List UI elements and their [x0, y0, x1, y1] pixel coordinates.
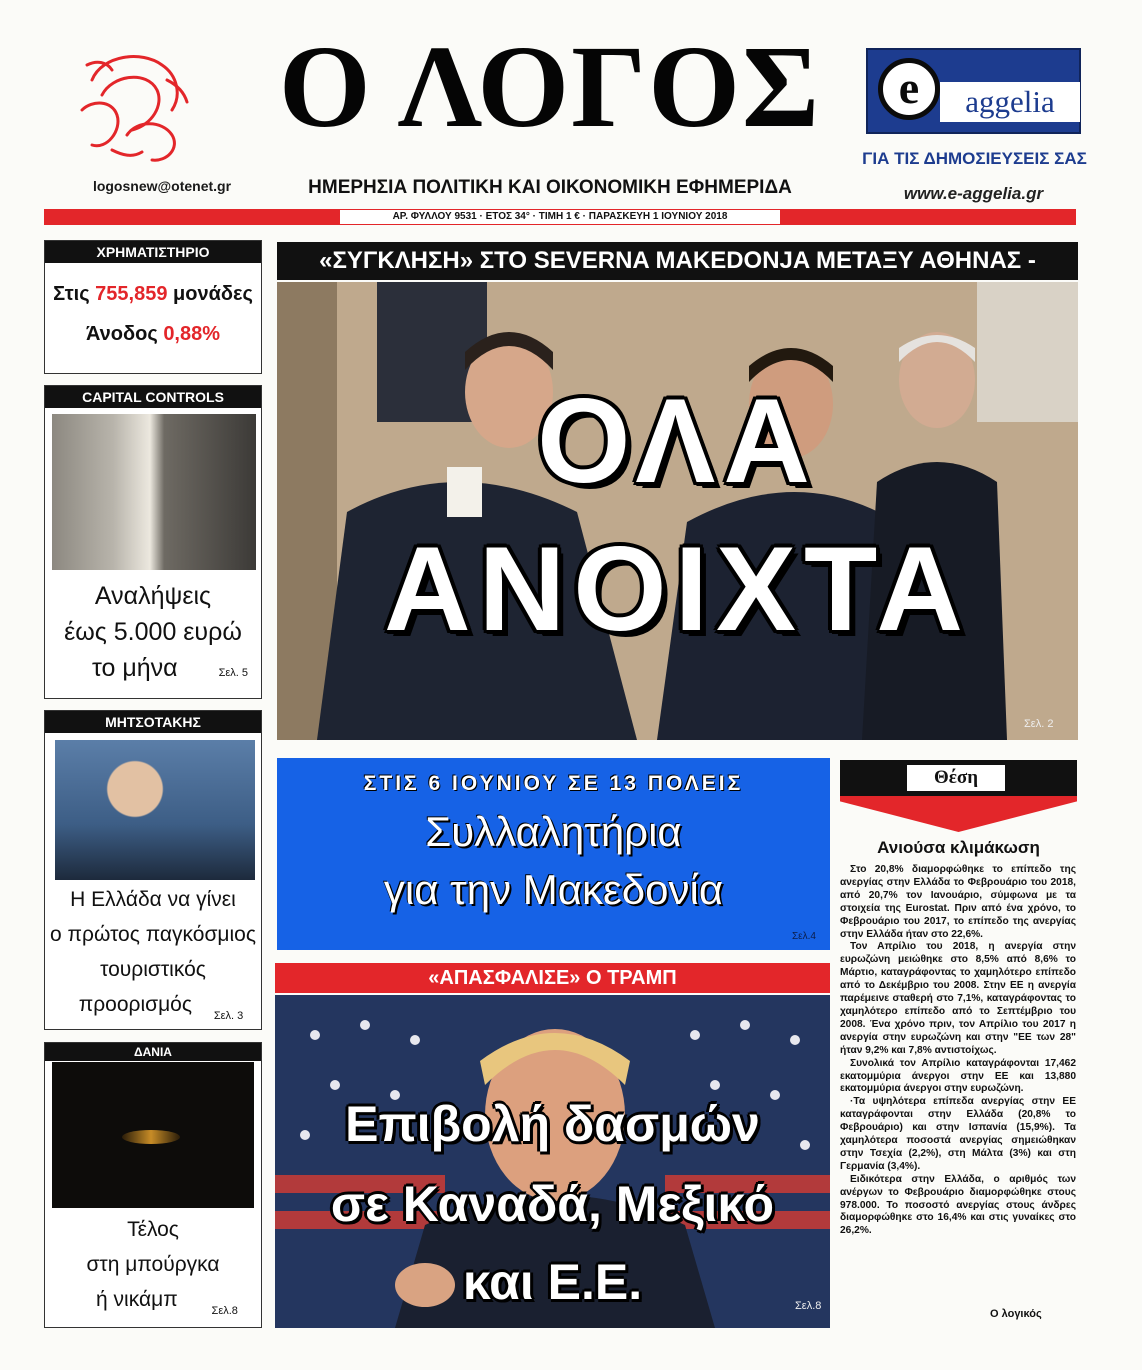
contact-email[interactable]: logosnew@otenet.gr [92, 178, 232, 194]
mitsotakis-header: ΜΗΤΣΟΤΑΚΗΣ [45, 711, 261, 733]
rally-headline-line-2: για την Μακεδονία [383, 866, 724, 913]
stock-index-line [44, 283, 262, 306]
lead-photo-figures [277, 282, 1078, 740]
stock-change-prefix: Άνοδος [85, 323, 158, 345]
headline-line: Αναλήψεις [94, 582, 212, 610]
ad-logo-letter: e [878, 58, 940, 120]
thesi-paragraph: Ειδικότερα στην Ελλάδα, ο αριθμός των ανέργων το Φεβρουάριο διαμορφώθηκε στους 978.000. Το ποσοστό ανεργίας στους άνδρες διαμορφώθηκε στο 16,4% και στις γυναίκες στο 26,2%. [840, 1173, 1076, 1237]
thesi-label: Θέση [906, 764, 1006, 792]
thesi-red-chevron [840, 796, 1077, 832]
headline-line: τουριστικός [100, 958, 206, 981]
rally-headline-line-1: Συλλαλητήρια [425, 808, 682, 855]
stock-prefix: Στις [53, 283, 90, 305]
stock-suffix: μονάδες [173, 283, 253, 305]
lead-page-ref: Σελ. 2 [1024, 718, 1054, 730]
page-ref: Σελ. 3 [213, 1010, 244, 1022]
headline-line-text: προορισμός [78, 993, 192, 1016]
dania-headline [44, 1212, 262, 1321]
trump-page-ref: Σελ.8 [795, 1300, 822, 1312]
headline-line: Τέλος [127, 1218, 179, 1241]
stock-header: ΧΡΗΜΑΤΙΣΤΗΡΙΟ [45, 241, 261, 263]
headline-line: έως 5.000 ευρώ [64, 618, 242, 646]
headline-line [44, 1282, 262, 1321]
lead-kicker[interactable]: «ΣΥΓΚΛΗΣΗ» ΣΤΟ SEVERNA MAKEDONJA ΜΕΤΑΞΥ ΑΘΗΝΑΣ - [277, 242, 1078, 280]
thesi-paragraph: ·Τα υψηλότερα επίπεδα ανεργίας στην ΕΕ καταγράφονται στην Ελλάδα (20,8% το Φεβρουάριο) και στην Ισπανία (15,9%). Τα χαμηλότερα ποσοστά ανεργίας σημειώθηκαν στην Τσεχία (2,2%), στη Μάλτα (3%) και στη Γερμανία (3,4%). [840, 1096, 1076, 1172]
stock-box [44, 240, 262, 374]
ad-logo-word: aggelia [940, 82, 1080, 122]
lead-headline-line-2: ΑΝΟΙΧΤΑ [383, 522, 972, 656]
niqab-eye-slit [122, 1130, 180, 1144]
stock-change-value: 0,88% [163, 323, 221, 345]
stock-change-line [44, 323, 262, 346]
mitsotakis-headline [44, 882, 262, 1026]
thesi-paragraph: Τον Απρίλιο του 2018, η ανεργία στην ευρωζώνη μειώθηκε στο 8,5% από 8,6% το Μάρτιο, καταγράφοντας το χαμηλότερο επίπεδο από το Δεκέμβριο του 2008. Στην ΕΕ η ανεργία παρέμεινε σταθερή στο 7,1%, καταγράφοντας το χαμηλότερο επίπεδο από το Σεπτέμβριο του 2008. Ένα χρόνο πριν, τον Απρίλιο του 2017 η ανεργία στην ευρωζώνη και στην "ΕΕ των 28" ήταν 9,2% και 7,8% αντιστοίχως. [840, 941, 1076, 1056]
dania-header: ΔΑΝΙΑ [45, 1043, 261, 1061]
trump-headline-line-1: Επιβολή δασμών [345, 1096, 760, 1152]
thesi-paragraph: Συνολικά τον Απρίλιο καταγράφονται 17,462 εκατομμύρια άνεργοι στην ΕΕ και 13,880 εκατομμύρια άνεργοι στην ευρωζώνη. [840, 1057, 1076, 1095]
stock-value: 755,859 [95, 283, 168, 305]
trump-headline-line-3: και Ε.Ε. [462, 1254, 643, 1310]
rally-page-ref: Σελ.4 [792, 931, 816, 942]
ad-tagline: ΓΙΑ ΤΙΣ ΔΗΜΟΣΙΕΥΣΕΙΣ ΣΑΣ [862, 149, 1087, 168]
newspaper-title: Ο ΛΟΓΟΣ [278, 21, 822, 152]
ad-url[interactable]: www.e-aggelia.gr [903, 184, 1044, 203]
thesi-body [840, 864, 1076, 1238]
thesi-signature: Ο λογικός [990, 1308, 1042, 1320]
capital-controls-header: CAPITAL CONTROLS [45, 386, 261, 408]
page-ref: Σελ.8 [211, 1305, 238, 1317]
thesi-paragraph: Στο 20,8% διαμορφώθηκε το επίπεδο της ανεργίας στην Ελλάδα το Φεβρουάριο του 2018, από 20,7% τον Ιανουάριο, σύμφωνα με τα στοιχεία της Eurostat. Πριν από ένα χρόνο, το Φεβρουάριο του 2017, το επίπεδο της ανεργίας στην Ελλάδα ήταν στο 22,6%. [840, 864, 1076, 940]
page-ref: Σελ. 5 [218, 667, 249, 679]
headline-line: ο πρώτος παγκόσμιος [50, 923, 256, 946]
newspaper-subtitle: ΗΜΕΡΗΣΙΑ ΠΟΛΙΤΙΚΗ ΚΑΙ ΟΙΚΟΝΟΜΙΚΗ ΕΦΗΜΕΡΙΔΑ [308, 177, 792, 198]
issue-line: ΑΡ. ΦΥΛΛΟΥ 9531 · ΕΤΟΣ 34° · ΤΙΜΗ 1 € · ΠΑΡΑΣΚΕΥΗ 1 ΙΟΥΝΙΟΥ 2018 [340, 210, 780, 224]
logo-illustration [72, 40, 202, 170]
mitsotakis-photo [55, 740, 255, 880]
headline-line [44, 650, 262, 691]
thesi-title: Ανιούσα κλιμάκωση [877, 838, 1040, 857]
headline-line: Η Ελλάδα να γίνει [70, 888, 236, 911]
lead-headline-line-1: ΟΛΑ [537, 374, 818, 508]
trump-kicker[interactable]: «ΑΠΑΣΦΑΛΙΣΕ» Ο ΤΡΑΜΠ [275, 963, 830, 993]
atm-photo [52, 414, 256, 570]
headline-line: στη μπούργκα [86, 1253, 220, 1276]
headline-line-text: ή νικάμπ [96, 1288, 178, 1311]
trump-headline-line-2: σε Καναδά, Μεξικό [330, 1176, 775, 1232]
lead-photo [277, 282, 1078, 740]
capital-controls-headline [44, 578, 262, 691]
headline-line [44, 987, 262, 1026]
headline-line-text: το μήνα [91, 654, 178, 682]
rally-kicker: ΣΤΙΣ 6 ΙΟΥΝΙΟΥ ΣΕ 13 ΠΟΛΕΙΣ [363, 772, 744, 795]
